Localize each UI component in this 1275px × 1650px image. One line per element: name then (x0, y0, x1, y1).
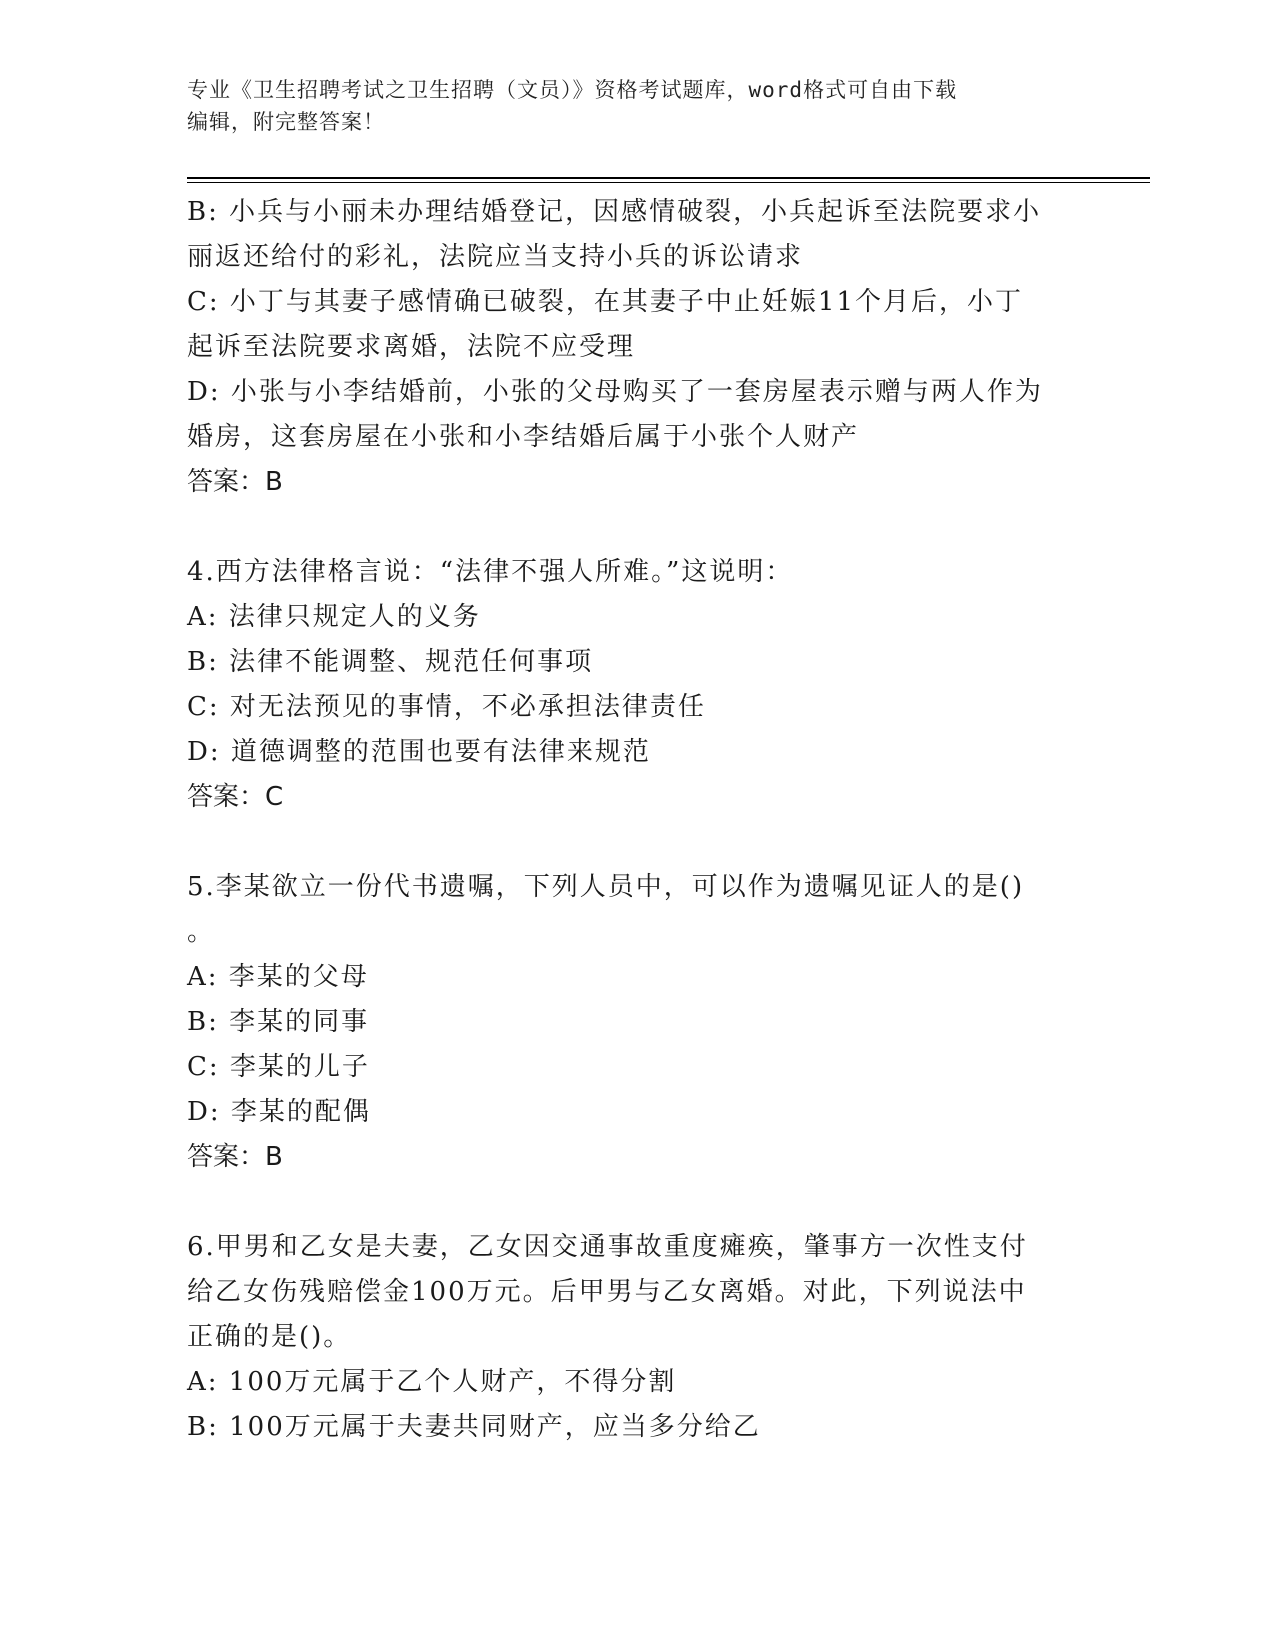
q6-option-a: A: 100万元属于乙个人财产，不得分割 (187, 1367, 677, 1397)
header-line-1: 专业《卫生招聘考试之卫生招聘（文员）》资格考试题库，word格式可自由下载 (187, 78, 958, 102)
q5-option-d: D: 李某的配偶 (187, 1097, 371, 1127)
q5-option-a: A: 李某的父母 (187, 962, 369, 992)
question-4-block (187, 550, 1087, 820)
q5-option-c: C: 李某的儿子 (187, 1052, 370, 1082)
spacer (187, 505, 1087, 550)
header-divider-thin (187, 182, 1150, 183)
header-line-2: 编辑，附完整答案！ (187, 110, 385, 134)
q3-option-b-line-1: B: 小兵与小丽未办理结婚登记，因感情破裂，小兵起诉至法院要求小 (187, 197, 1042, 227)
q3-option-b-line-2: 丽返还给付的彩礼，法院应当支持小兵的诉讼请求 (187, 242, 804, 272)
q3-option-d-line-2: 婚房，这套房屋在小张和小李结婚后属于小张个人财产 (187, 422, 860, 452)
q6-question-line-2: 给乙女伤残赔偿金100万元。后甲男与乙女离婚。对此，下列说法中 (187, 1277, 1027, 1307)
q6-question-line-3: 正确的是()。 (187, 1322, 352, 1352)
question-6-block (187, 1225, 1087, 1450)
document-header (187, 74, 1067, 138)
q4-option-a: A: 法律只规定人的义务 (187, 602, 481, 632)
question-content (187, 190, 1087, 1450)
q5-question-line-1: 5.李某欲立一份代书遗嘱，下列人员中，可以作为遗嘱见证人的是() (187, 872, 1025, 902)
header-divider-thick (187, 177, 1150, 179)
q4-option-c: C: 对无法预见的事情，不必承担法律责任 (187, 692, 706, 722)
q5-answer: 答案：B (187, 1142, 283, 1172)
q4-answer: 答案：C (187, 782, 284, 812)
q3-option-c-line-1: C: 小丁与其妻子感情确已破裂，在其妻子中止妊娠11个月后，小丁 (187, 287, 1024, 317)
q3-option-d-line-1: D: 小张与小李结婚前，小张的父母购买了一套房屋表示赠与两人作为 (187, 377, 1043, 407)
q4-question: 4.西方法律格言说：“法律不强人所难。”这说明： (187, 557, 794, 587)
question-3-block (187, 190, 1087, 505)
q5-option-b: B: 李某的同事 (187, 1007, 370, 1037)
q6-question-line-1: 6.甲男和乙女是夫妻，乙女因交通事故重度瘫痪，肇事方一次性支付 (187, 1232, 1028, 1262)
q3-option-c-line-2: 起诉至法院要求离婚，法院不应受理 (187, 332, 636, 362)
spacer (187, 820, 1087, 865)
spacer (187, 1180, 1087, 1225)
q4-option-d: D: 道德调整的范围也要有法律来规范 (187, 737, 651, 767)
q5-question-line-2: 。 (187, 917, 216, 947)
question-5-block (187, 865, 1087, 1180)
q4-option-b: B: 法律不能调整、规范任何事项 (187, 647, 594, 677)
q6-option-b: B: 100万元属于夫妻共同财产，应当多分给乙 (187, 1412, 761, 1442)
q3-answer: 答案：B (187, 467, 283, 497)
